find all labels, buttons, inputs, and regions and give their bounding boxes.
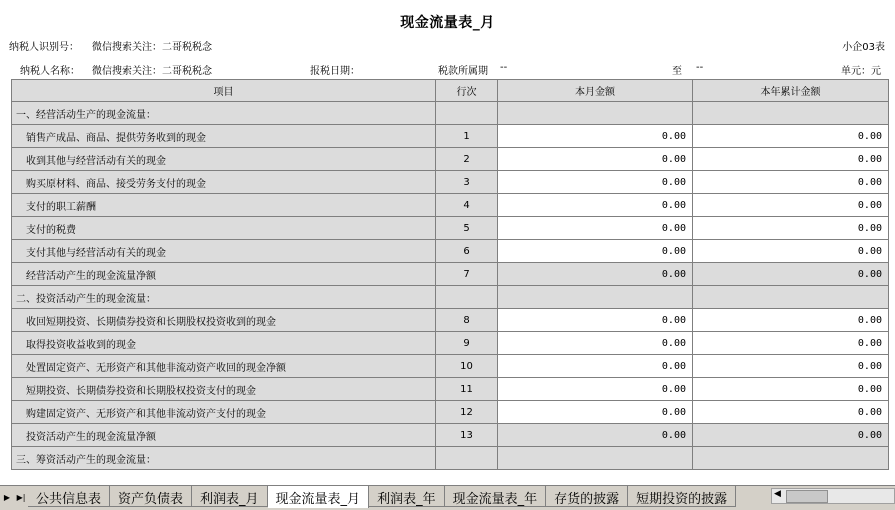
- header-year-amount: 本年累计金额: [693, 80, 889, 102]
- table-row: [12, 447, 889, 470]
- table-row: [12, 424, 889, 447]
- row-month: [498, 102, 693, 125]
- row-year: [693, 102, 889, 125]
- table-header-row: [12, 80, 889, 102]
- row-month[interactable]: 0.00: [498, 171, 693, 194]
- row-month[interactable]: 0.00: [498, 240, 693, 263]
- row-month: [498, 447, 693, 470]
- row-line: 1: [436, 125, 498, 148]
- table-row: [12, 263, 889, 286]
- row-line: 12: [436, 401, 498, 424]
- row-line: 8: [436, 309, 498, 332]
- row-month[interactable]: 0.00: [498, 217, 693, 240]
- period-label: 税款所属期: [438, 66, 488, 77]
- row-month[interactable]: 0.00: [498, 401, 693, 424]
- row-line: [436, 286, 498, 309]
- row-item: 经营活动产生的现金流量净额: [12, 263, 436, 286]
- period-to-label: 至: [672, 66, 682, 77]
- tab-short-term-investment[interactable]: 短期投资的披露: [628, 486, 736, 507]
- row-year[interactable]: 0.00: [693, 217, 889, 240]
- tab-income-year[interactable]: 利润表_年: [369, 486, 445, 507]
- table-row: [12, 309, 889, 332]
- row-year[interactable]: 0.00: [693, 355, 889, 378]
- row-item: 三、筹资活动产生的现金流量：: [12, 447, 436, 470]
- table-row: [12, 194, 889, 217]
- table-row: [12, 217, 889, 240]
- table-row: [12, 171, 889, 194]
- table-row: [12, 378, 889, 401]
- row-line: 3: [436, 171, 498, 194]
- row-item: 短期投资、长期债券投资和长期股权投资支付的现金: [12, 378, 436, 401]
- row-item: 投资活动产生的现金流量净额: [12, 424, 436, 447]
- scrollbar-thumb[interactable]: [786, 490, 828, 503]
- table-row: [12, 401, 889, 424]
- row-item: 一、经营活动生产的现金流量：: [12, 102, 436, 125]
- row-month: 0.00: [498, 424, 693, 447]
- taxpayer-id-label: 纳税人识别号：: [9, 42, 79, 53]
- row-item: 支付的税费: [12, 217, 436, 240]
- row-year[interactable]: 0.00: [693, 401, 889, 424]
- taxpayer-name-label: 纳税人名称：: [20, 66, 80, 77]
- period-from[interactable]: --: [500, 62, 508, 73]
- tab-inventory-disclosure[interactable]: 存货的披露: [546, 486, 628, 507]
- row-year: 0.00: [693, 263, 889, 286]
- row-line: [436, 447, 498, 470]
- row-year[interactable]: 0.00: [693, 148, 889, 171]
- header-item: 项目: [12, 80, 436, 102]
- scroll-left-icon[interactable]: ◀: [774, 489, 781, 499]
- row-month[interactable]: 0.00: [498, 194, 693, 217]
- row-item: 购买原材料、商品、接受劳务支付的现金: [12, 171, 436, 194]
- table-row: [12, 332, 889, 355]
- form-code: 小企03表: [842, 42, 885, 53]
- row-item: 收到其他与经营活动有关的现金: [12, 148, 436, 171]
- table-row: [12, 148, 889, 171]
- row-year: 0.00: [693, 424, 889, 447]
- period-to[interactable]: --: [696, 62, 704, 73]
- row-item: 收回短期投资、长期债券投资和长期股权投资收到的现金: [12, 309, 436, 332]
- report-title: 现金流量表_月: [400, 15, 495, 31]
- row-month: [498, 286, 693, 309]
- unit-label: 单元：元: [841, 66, 881, 77]
- header-line: 行次: [436, 80, 498, 102]
- tab-income-month[interactable]: 利润表_月: [192, 486, 268, 507]
- row-month[interactable]: 0.00: [498, 355, 693, 378]
- row-item: 二、投资活动产生的现金流量：: [12, 286, 436, 309]
- tab-cash-flow-year[interactable]: 现金流量表_年: [445, 486, 547, 507]
- row-month[interactable]: 0.00: [498, 309, 693, 332]
- row-year[interactable]: 0.00: [693, 309, 889, 332]
- table-row: [12, 286, 889, 309]
- row-line: 5: [436, 217, 498, 240]
- row-year[interactable]: 0.00: [693, 378, 889, 401]
- row-line: 13: [436, 424, 498, 447]
- tab-scroll-arrow-icon[interactable]: ▶: [3, 492, 11, 502]
- row-month[interactable]: 0.00: [498, 378, 693, 401]
- row-year: [693, 447, 889, 470]
- row-item: 处置固定资产、无形资产和其他非流动资产收回的现金净额: [12, 355, 436, 378]
- row-year[interactable]: 0.00: [693, 240, 889, 263]
- row-month[interactable]: 0.00: [498, 148, 693, 171]
- tab-balance-sheet[interactable]: 资产负债表: [110, 486, 192, 507]
- horizontal-scrollbar[interactable]: [771, 488, 895, 504]
- cash-flow-table: [11, 79, 889, 470]
- report-date-label: 报税日期：: [310, 66, 360, 77]
- row-year[interactable]: 0.00: [693, 332, 889, 355]
- row-line: 7: [436, 263, 498, 286]
- row-line: 6: [436, 240, 498, 263]
- row-year[interactable]: 0.00: [693, 171, 889, 194]
- row-line: 11: [436, 378, 498, 401]
- row-item: 取得投资收益收到的现金: [12, 332, 436, 355]
- row-line: [436, 102, 498, 125]
- tab-cash-flow-month[interactable]: 现金流量表_月: [268, 486, 370, 508]
- tab-public-info[interactable]: 公共信息表: [28, 486, 110, 507]
- taxpayer-id-value[interactable]: 微信搜索关注：二哥税税念: [92, 42, 212, 53]
- row-item: 支付其他与经营活动有关的现金: [12, 240, 436, 263]
- table-row: [12, 102, 889, 125]
- row-month[interactable]: 0.00: [498, 332, 693, 355]
- row-year[interactable]: 0.00: [693, 194, 889, 217]
- row-line: 10: [436, 355, 498, 378]
- row-item: 支付的职工薪酬: [12, 194, 436, 217]
- row-item: 购建固定资产、无形资产和其他非流动资产支付的现金: [12, 401, 436, 424]
- header-month-amount: 本月金额: [498, 80, 693, 102]
- table-row: [12, 125, 889, 148]
- row-year[interactable]: 0.00: [693, 125, 889, 148]
- row-line: 4: [436, 194, 498, 217]
- table-row: [12, 240, 889, 263]
- tab-scroll-end-icon[interactable]: ▶|: [16, 492, 26, 502]
- row-year: [693, 286, 889, 309]
- taxpayer-name-value[interactable]: 微信搜索关注：二哥税税念: [92, 66, 212, 77]
- row-month: 0.00: [498, 263, 693, 286]
- row-month[interactable]: 0.00: [498, 125, 693, 148]
- row-item: 销售产成品、商品、提供劳务收到的现金: [12, 125, 436, 148]
- sheet-tab-bar: [0, 485, 895, 510]
- row-line: 2: [436, 148, 498, 171]
- row-line: 9: [436, 332, 498, 355]
- table-row: [12, 355, 889, 378]
